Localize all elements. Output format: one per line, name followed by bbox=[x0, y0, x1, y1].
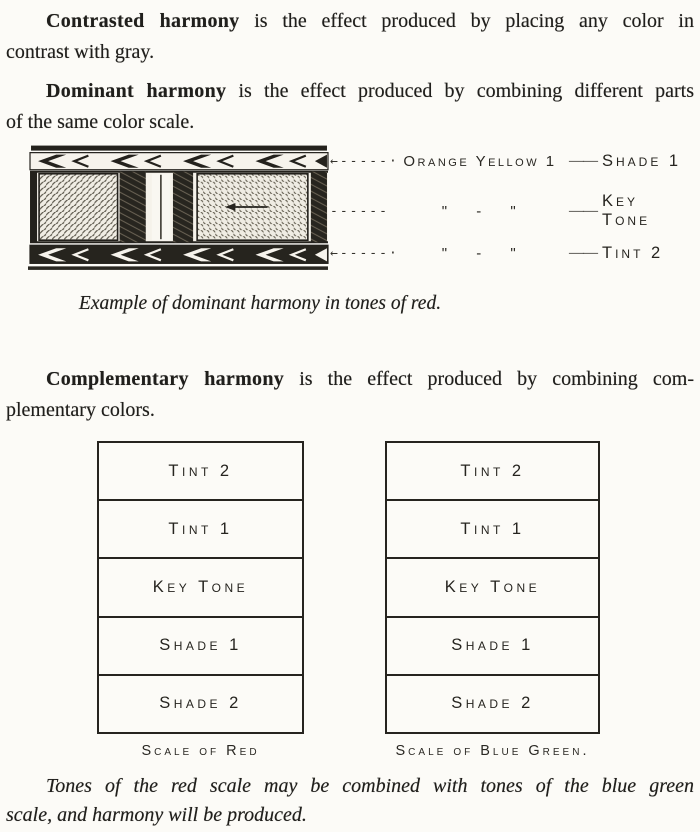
paragraph-text: plementary colors. bbox=[6, 399, 155, 421]
term-complementary-harmony: Complementary harmony bbox=[46, 368, 285, 390]
scale-row-tint2: Tint 2 bbox=[99, 443, 302, 501]
paragraph-text: scale, and harmony will be produced. bbox=[6, 804, 307, 826]
term-contrasted-harmony: Contrasted harmony bbox=[46, 10, 240, 32]
scale-row-keytone: Key Tone bbox=[387, 559, 598, 617]
ornament-band-illustration bbox=[28, 145, 330, 273]
scale-row-tint2: Tint 2 bbox=[387, 443, 598, 501]
term-dominant-harmony: Dominant harmony bbox=[46, 80, 227, 102]
paragraph-line bbox=[6, 772, 694, 801]
paragraph-line bbox=[6, 364, 694, 395]
leader-line: ←-----· bbox=[330, 153, 399, 169]
paragraph-complementary-harmony bbox=[6, 364, 694, 426]
scale-row-shade1: Shade 1 bbox=[387, 618, 598, 676]
scale-caption-red: Scale of Red bbox=[141, 743, 260, 759]
scale-table-blue-green bbox=[385, 441, 600, 734]
callout-tone-label: Shade 1 bbox=[602, 151, 682, 170]
paragraph-line bbox=[6, 76, 694, 107]
callout-row-tint2 bbox=[330, 241, 692, 265]
ornament-band-figure bbox=[28, 145, 330, 278]
paragraph-text: is the effect produced by combining different parts bbox=[226, 80, 694, 102]
scale-row-tint1: Tint 1 bbox=[387, 501, 598, 559]
leader-line: ------ bbox=[330, 203, 389, 219]
scale-row-keytone: Key Tone bbox=[99, 559, 302, 617]
scale-row-shade1: Shade 1 bbox=[99, 618, 302, 676]
paragraph-text: is the effect produced by combining com- bbox=[284, 368, 694, 390]
callout-tone-label: Tint 2 bbox=[602, 243, 664, 262]
paragraph-text: of the same color scale. bbox=[6, 111, 195, 133]
paragraph-text: Tones of the red scale may be combined with tones of the blue green bbox=[46, 775, 694, 797]
paragraph-text: contrast with gray. bbox=[6, 41, 155, 63]
callout-separator: —— bbox=[569, 152, 597, 169]
callout-separator: —— bbox=[569, 202, 597, 219]
scale-row-shade2: Shade 2 bbox=[451, 694, 534, 713]
paragraph-tones-combined bbox=[6, 772, 694, 830]
callout-separator: —— bbox=[569, 244, 597, 261]
scale-row-tint1: Tint 1 bbox=[99, 501, 302, 559]
figure-caption: Example of dominant harmony in tones of red. bbox=[78, 293, 442, 314]
callout-tone-label: Key Tone bbox=[602, 192, 651, 229]
callout-row-shade1 bbox=[330, 149, 692, 173]
paragraph-dominant-harmony bbox=[6, 76, 694, 138]
paragraph-line bbox=[6, 6, 694, 37]
scale-table-red bbox=[97, 441, 304, 734]
callout-ditto-label: " - " bbox=[441, 244, 519, 262]
paragraph-contrasted-harmony bbox=[6, 6, 694, 68]
callout-color-label: Orange Yellow 1 bbox=[403, 152, 557, 170]
leader-line: ←-----· bbox=[330, 245, 399, 261]
callout-row-keytone bbox=[330, 192, 692, 229]
paragraph-text: is the effect produced by placing any color in bbox=[239, 10, 694, 32]
scale-caption-blue-green: Scale of Blue Green. bbox=[395, 743, 590, 759]
scale-row-shade2: Shade 2 bbox=[159, 694, 242, 713]
callout-ditto-label: " - " bbox=[441, 202, 519, 220]
